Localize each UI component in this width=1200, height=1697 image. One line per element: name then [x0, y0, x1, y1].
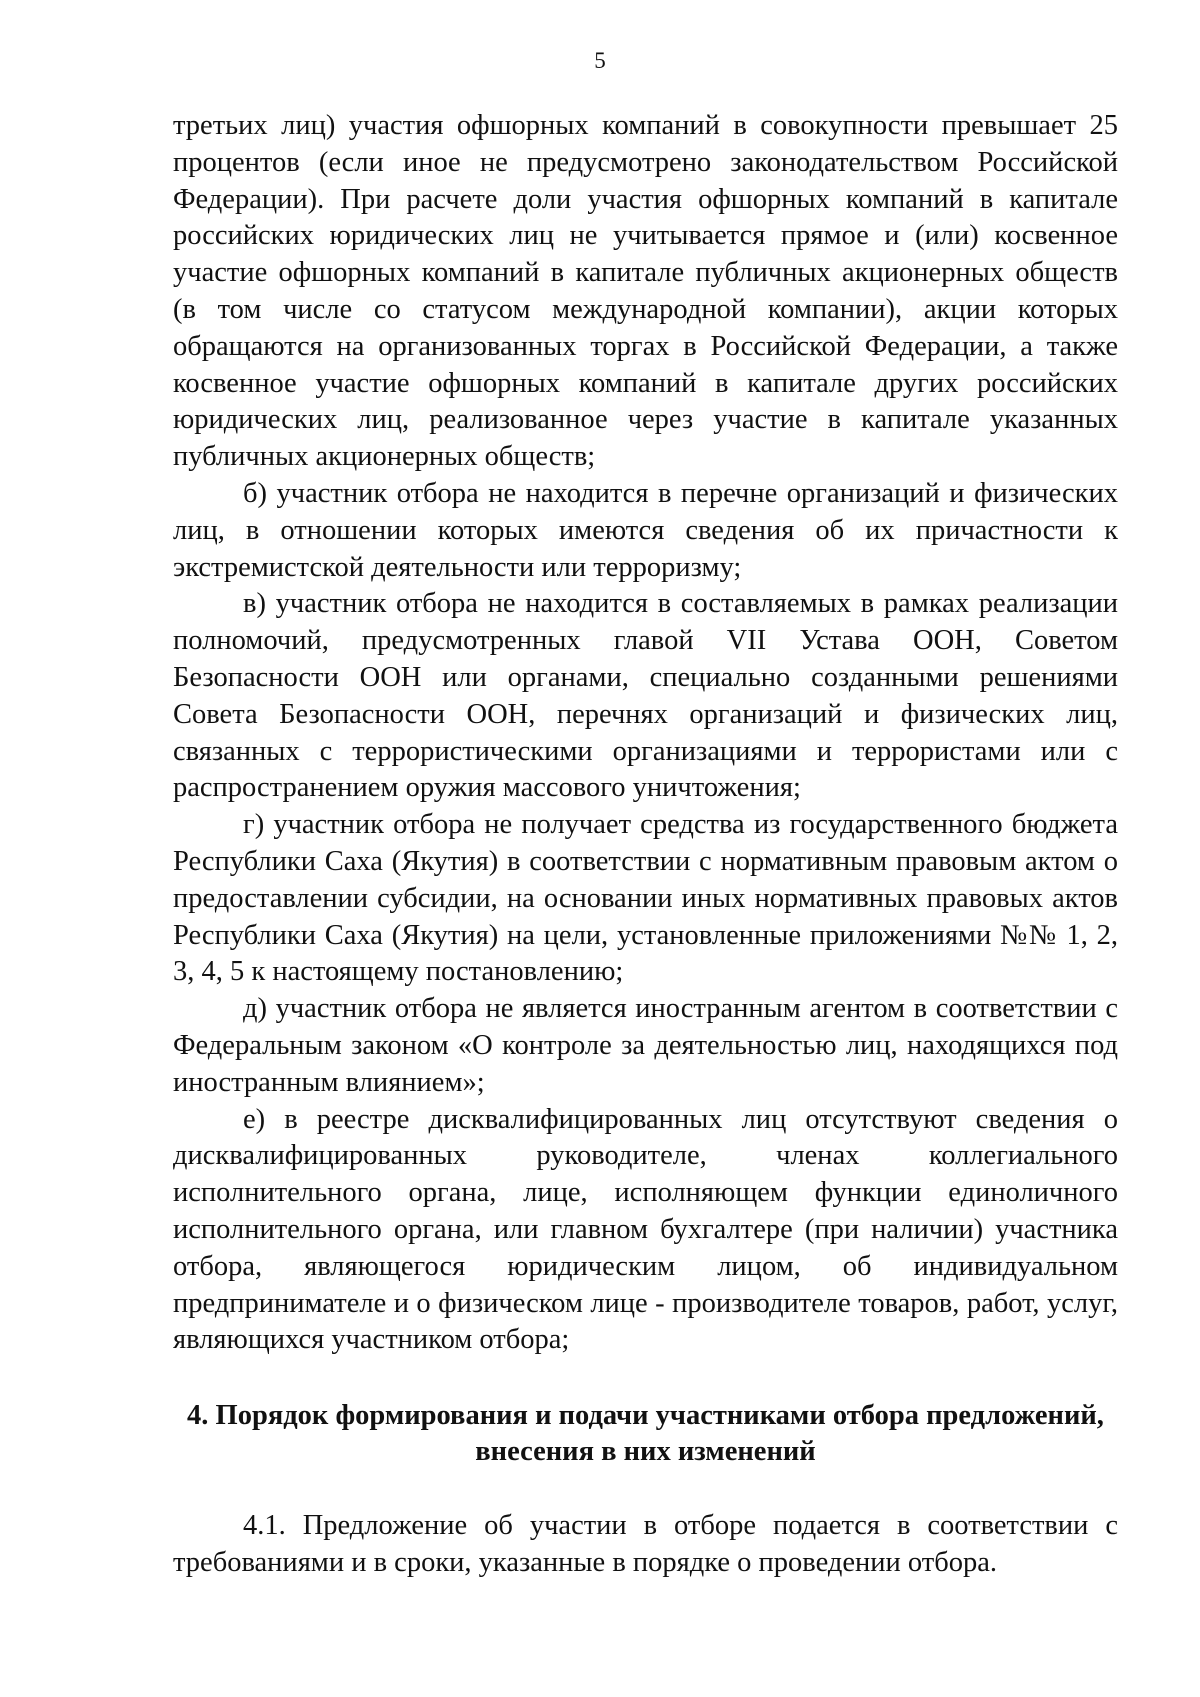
paragraph-item-d: д) участник отбора не является иностранным агентом в соответствии с Федеральным законом «О контроле за деятельностью лиц, находящихся под иностранным влиянием»;: [173, 993, 1118, 1098]
paragraph-item-e: е) в реестре дисквалифицированных лиц отсутствуют сведения о дисквалифицированных руководителе, членах коллегиального исполнительного органа, лице, исполняющем функции единоличного исполнительного органа, или главном бухгалтере (при наличии) участника отбора, являющегося юридическим лицом, об индивидуальном предпринимателе и о физическом лице - производителе товаров, работ, услуг, являющихся участником отбора;: [173, 1103, 1118, 1356]
paragraph-item-v: в) участник отбора не находится в составляемых в рамках реализации полномочий, предусмотренных главой VII Устава ООН, Советом Безопасности ООН или органами, специально созданными решениями Совета Безопасности ООН, перечнях организаций и физических лиц, связанных с террористическими организациями и террористами или с распространением оружия массового уничтожения;: [173, 588, 1118, 804]
document-body: [173, 108, 1118, 1582]
paragraph-item-g: г) участник отбора не получает средства из государственного бюджета Республики Саха (Якутия) в соответствии с нормативным правовым актом о предоставлении субсидии, на основании иных нормативных правовых актов Республики Саха (Якутия) на цели, установленные приложениями №№ 1, 2, 3, 4, 5 к настоящему постановлению;: [173, 809, 1118, 988]
section-heading-line-2: внесения в них изменений: [475, 1436, 816, 1468]
page-number: 5: [594, 48, 606, 73]
paragraph-4-1: 4.1. Предложение об участии в отборе подается в соответствии с требованиями и в сроки, указанные в порядке о проведении отбора.: [173, 1510, 1118, 1578]
paragraph-offshore-continuation: третьих лиц) участия офшорных компаний в совокупности превышает 25 процентов (если иное не предусмотрено законодательством Российской Федерации). При расчете доли участия офшорных компаний в капитале российских юридических лиц не учитывается прямое и (или) косвенное участие офшорных компаний в капитале публичных акционерных обществ (в том числе со статусом международной компании), акции которых обращаются на организованных торгах в Российской Федерации, а также косвенное участие офшорных компаний в капитале других российских юридических лиц, реализованное через участие в капитале указанных публичных акционерных обществ;: [173, 110, 1118, 473]
paragraph-item-b: б) участник отбора не находится в перечне организаций и физических лиц, в отношении которых имеются сведения об их причастности к экстремистской деятельности или терроризму;: [173, 477, 1118, 583]
section-heading: [173, 1398, 1118, 1470]
section-heading-line-1: 4. Порядок формирования и подачи участниками отбора предложений,: [187, 1400, 1104, 1432]
